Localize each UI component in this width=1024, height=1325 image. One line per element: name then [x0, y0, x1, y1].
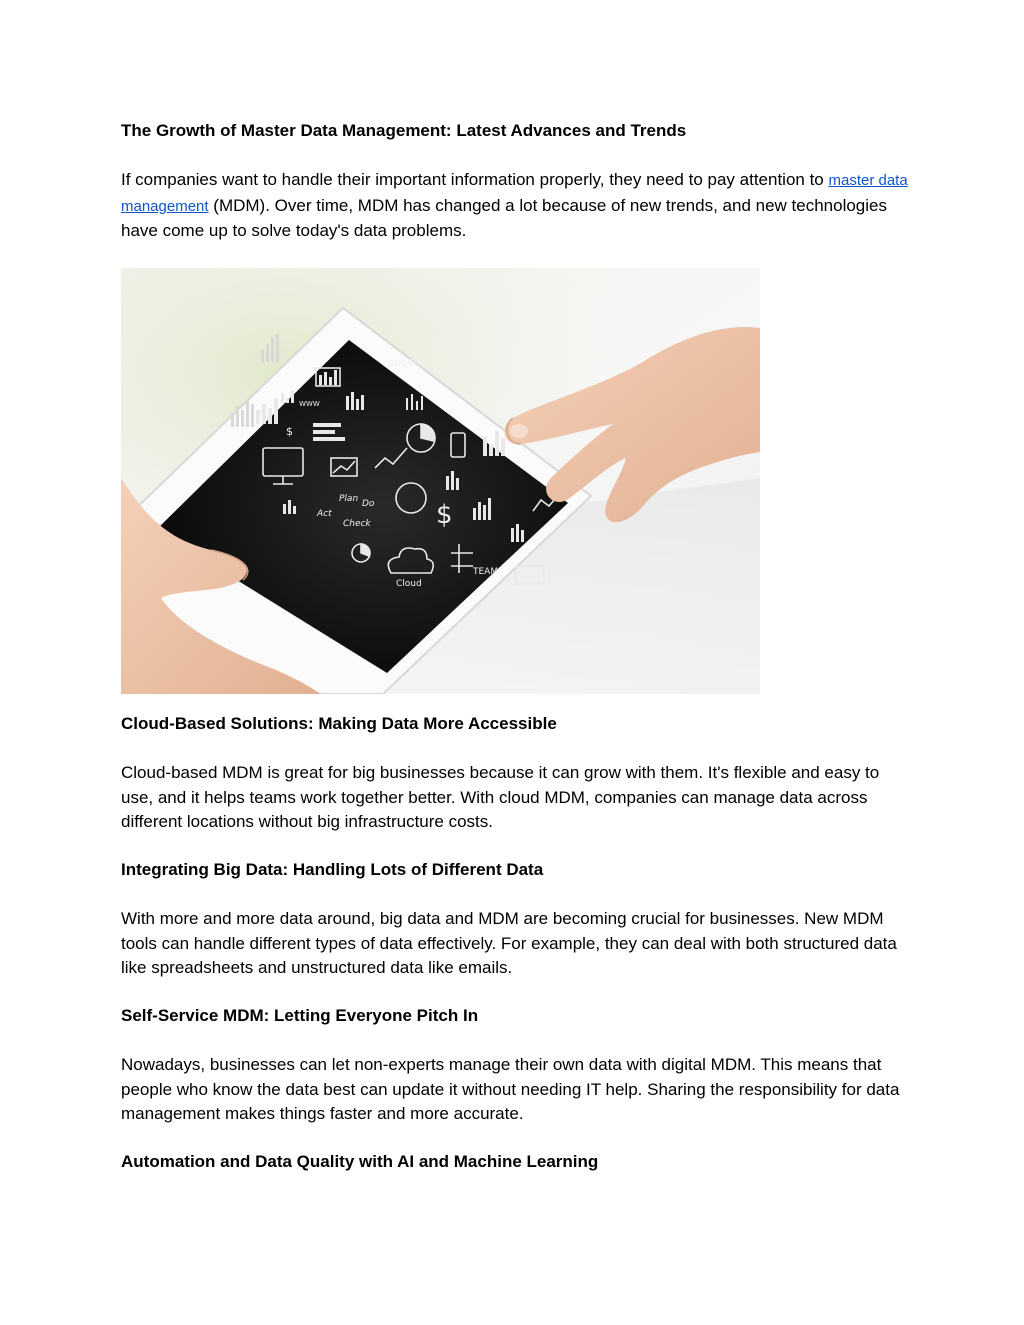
dollar-large-label: $ — [436, 500, 453, 530]
section-heading-cloud: Cloud-Based Solutions: Making Data More Accessible — [121, 714, 557, 733]
plan-label: Plan — [339, 494, 359, 504]
dollar-small-label: $ — [286, 425, 293, 438]
check-label: Check — [343, 519, 371, 529]
intro-text-after-link: (MDM). Over time, MDM has changed a lot because of new trends, and new technologies have come up to solve today's data problems. — [121, 195, 887, 240]
intro-paragraph — [121, 168, 911, 244]
act-label: Act — [317, 509, 332, 519]
section-heading-big-data: Integrating Big Data: Handling Lots of Different Data — [121, 860, 544, 879]
intro-text-before-link: If companies want to handle their important information properly, they need to pay attention to — [121, 170, 829, 189]
article-title: The Growth of Master Data Management: Latest Advances and Trends — [121, 121, 687, 140]
section-heading-self-service: Self-Service MDM: Letting Everyone Pitch In — [121, 1006, 479, 1025]
section-body-cloud: Cloud-based MDM is great for big businesses because it can grow with them. It's flexible and easy to use, and it helps teams work together better. With cloud MDM, companies can manage data across different locations without big infrastructure costs. — [121, 763, 880, 831]
tablet-analytics-image — [121, 268, 760, 694]
master-data-management-link[interactable]: master data management — [121, 172, 908, 215]
team-label: TEAM — [473, 567, 499, 577]
cloud-label: Cloud — [396, 579, 422, 589]
section-heading-automation: Automation and Data Quality with AI and Machine Learning — [121, 1152, 599, 1171]
section-body-self-service: Nowadays, businesses can let non-experts manage their own data with digital MDM. This means that people who know the data best can update it without needing IT help. Sharing the responsibility for data management makes things faster and more accurate. — [121, 1055, 900, 1123]
www-label: WWW — [299, 400, 320, 408]
do-label: Do — [362, 499, 375, 509]
section-body-big-data: With more and more data around, big data and MDM are becoming crucial for businesses. New MDM tools can handle different types of data effectively. For example, they can deal with both structured data like spreadsheets and unstructured data like emails. — [121, 909, 897, 977]
success-label: SUCCESS — [389, 359, 431, 369]
